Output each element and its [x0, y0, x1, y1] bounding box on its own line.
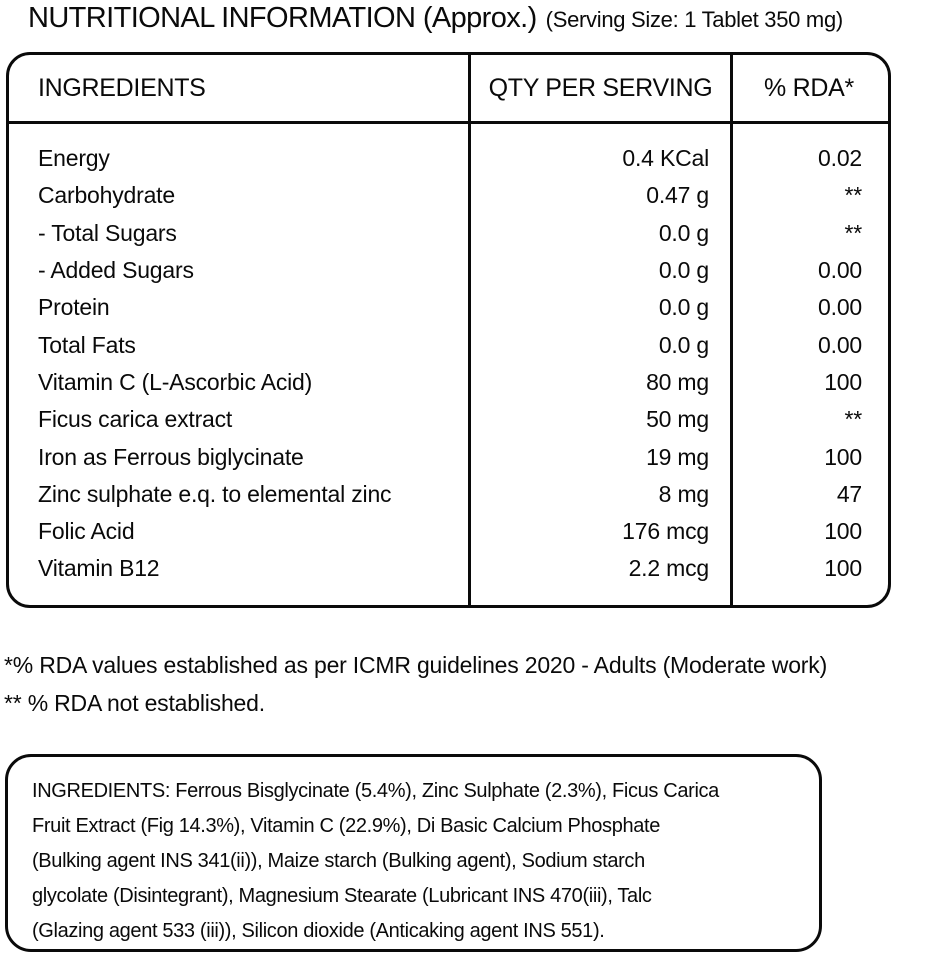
rda-cell: 0.00 — [818, 294, 862, 321]
rda-cell: 100 — [824, 518, 862, 545]
ingredient-name-cell: Ficus carica extract — [38, 406, 233, 433]
qty-cell: 2.2 mcg — [628, 555, 709, 582]
rda-cell: 0.00 — [818, 257, 862, 284]
qty-cell: 176 mcg — [622, 518, 709, 545]
qty-cell: 80 mg — [646, 368, 709, 395]
rda-cell: ** — [844, 406, 862, 433]
rda-cell: 100 — [824, 368, 862, 395]
qty-cell: 0.0 g — [658, 219, 709, 246]
rda-cell: 0.02 — [818, 145, 862, 172]
qty-cell: 50 mg — [646, 406, 709, 433]
footnote-line: *% RDA values established as per ICMR guidelines 2020 - Adults (Moderate work) — [4, 652, 828, 678]
ingredients-line: (Bulking agent INS 341(ii)), Maize starch (Bulking agent), Sodium starch — [32, 850, 645, 872]
qty-cell: 0.0 g — [658, 294, 709, 321]
table-body — [9, 121, 888, 588]
ingredients-line: INGREDIENTS: Ferrous Bisglycinate (5.4%), Zinc Sulphate (2.3%), Ficus Carica — [32, 780, 719, 802]
header-rda: % RDA* — [764, 73, 854, 102]
nutrition-table — [6, 52, 891, 608]
rda-cell: 100 — [824, 443, 862, 470]
ingredient-name-cell: Vitamin C (L-Ascorbic Acid) — [38, 368, 313, 395]
ingredient-name-cell: Iron as Ferrous biglycinate — [38, 443, 304, 470]
ingredient-name-cell: - Total Sugars — [38, 219, 177, 246]
ingredients-line: glycolate (Disintegrant), Magnesium Stearate (Lubricant INS 470(iii), Talc — [32, 885, 652, 907]
ingredient-name-cell: Zinc sulphate e.q. to elemental zinc — [38, 480, 392, 507]
ingredients-line: (Glazing agent 533 (iii)), Silicon dioxide (Anticaking agent INS 551). — [32, 920, 605, 942]
label-title — [28, 2, 843, 35]
column-divider-1 — [468, 55, 471, 605]
footnote-line: ** % RDA not established. — [4, 690, 265, 716]
rda-cell: 100 — [824, 555, 862, 582]
header-divider-line — [9, 121, 888, 124]
rda-cell: ** — [844, 182, 862, 209]
ingredient-name-cell: Carbohydrate — [38, 182, 175, 209]
ingredient-name-cell: Folic Acid — [38, 518, 135, 545]
title-serving-size: (Serving Size: 1 Tablet 350 mg) — [545, 7, 843, 32]
ingredients-box — [5, 754, 822, 952]
ingredient-name-cell: Energy — [38, 145, 110, 172]
ingredient-name-cell: Protein — [38, 294, 110, 321]
rda-cell: 0.00 — [818, 331, 862, 358]
rda-cell: ** — [844, 219, 862, 246]
ingredient-name-cell: - Added Sugars — [38, 257, 194, 284]
column-divider-2 — [730, 55, 733, 605]
table-header-row — [9, 55, 888, 121]
header-qty-per-serving: QTY PER SERVING — [488, 73, 713, 102]
header-ingredients: INGREDIENTS — [38, 73, 206, 102]
ingredient-name-cell: Total Fats — [38, 331, 136, 358]
rda-footnotes — [4, 646, 827, 722]
qty-cell: 19 mg — [646, 443, 709, 470]
qty-cell: 8 mg — [658, 480, 709, 507]
rda-cell: 47 — [836, 480, 862, 507]
ingredient-name-cell: Vitamin B12 — [38, 555, 160, 582]
qty-cell: 0.0 g — [658, 257, 709, 284]
qty-cell: 0.4 KCal — [622, 145, 709, 172]
qty-cell: 0.0 g — [658, 331, 709, 358]
qty-cell: 0.47 g — [646, 182, 709, 209]
title-main: NUTRITIONAL INFORMATION (Approx.) — [28, 2, 537, 34]
ingredients-line: Fruit Extract (Fig 14.3%), Vitamin C (22.9%), Di Basic Calcium Phosphate — [32, 815, 660, 837]
